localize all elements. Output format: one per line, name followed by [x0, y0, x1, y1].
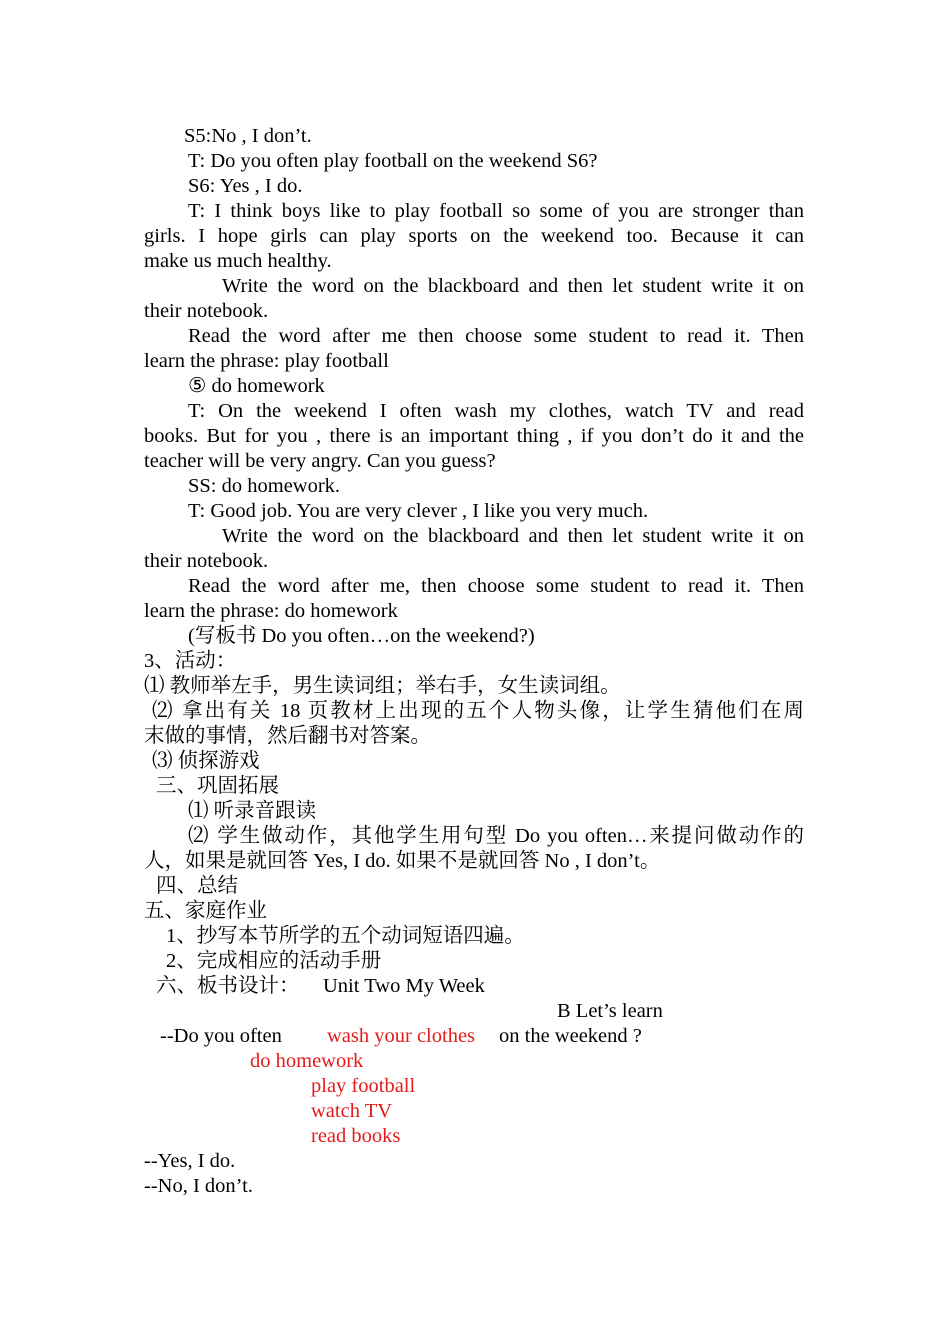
paragraph-line: Read the word after me, then choose some student to read it. Then [188, 575, 804, 597]
list-item: ⑶ 侦探游戏 [152, 750, 260, 772]
list-item: ⑵ 学生做动作，其他学生用句型 Do you often…来提问做动作的 [188, 825, 804, 847]
list-item: ⑵ 拿出有关 18 页教材上出现的五个人物头像，让学生猜他们在周 [152, 700, 804, 722]
board-phrase: watch TV [311, 1100, 393, 1122]
section-heading: 3、活动： [144, 650, 237, 672]
board-phrase: read books [311, 1125, 401, 1147]
board-subtitle: B Let’s learn [557, 1000, 663, 1022]
paragraph-line: teacher will be very angry. Can you guess? [144, 450, 496, 472]
board-answer: --Yes, I do. [144, 1150, 236, 1172]
paragraph-line: T: On the weekend I often wash my clothes, watch TV and read [188, 400, 804, 422]
board-question: --Do you often [160, 1025, 282, 1047]
dialogue-line: S6: Yes , I do. [188, 175, 303, 197]
board-phrase: wash your clothes [327, 1025, 476, 1047]
paragraph-line: Write the word on the blackboard and then let student write it on [222, 275, 804, 297]
paragraph-line: (写板书 Do you often…on the weekend?) [188, 625, 535, 647]
board-answer: --No, I don’t. [144, 1175, 253, 1197]
paragraph-line: make us much healthy. [144, 250, 332, 272]
list-item: 末做的事情，然后翻书对答案。 [144, 725, 431, 747]
section-heading: 四、总结 [156, 875, 238, 897]
dialogue-line: T: Do you often play football on the weekend S6? [188, 150, 598, 172]
dialogue-line: SS: do homework. [188, 475, 341, 497]
step-heading: ⑤ do homework [188, 375, 325, 397]
paragraph-line: their notebook. [144, 300, 269, 322]
board-phrase: play football [311, 1075, 416, 1097]
dialogue-line: T: Good job. You are very clever , I like you very much. [188, 500, 649, 522]
paragraph-line: learn the phrase: play football [144, 350, 389, 372]
paragraph-line: books. But for you , there is an important thing , if you don’t do it and the [144, 425, 804, 447]
list-item: ⑴ 听录音跟读 [188, 800, 317, 822]
section-heading: 六、板书设计： [156, 975, 300, 997]
paragraph-line: their notebook. [144, 550, 269, 572]
paragraph-line: girls. I hope girls can play sports on the weekend too. Because it can [144, 225, 804, 247]
paragraph-line: Read the word after me then choose some student to read it. Then [188, 325, 804, 347]
section-heading: 五、家庭作业 [144, 900, 267, 922]
list-item: ⑴ 教师举左手，男生读词组；举右手，女生读词组。 [144, 675, 621, 697]
section-heading: 三、巩固拓展 [156, 775, 279, 797]
dialogue-line: S5:No , I don’t. [184, 125, 312, 147]
board-question: on the weekend ? [499, 1025, 642, 1047]
paragraph-line: Write the word on the blackboard and then let student write it on [222, 525, 804, 547]
paragraph-line: learn the phrase: do homework [144, 600, 398, 622]
board-title: Unit Two My Week [323, 975, 485, 997]
board-phrase: do homework [250, 1050, 364, 1072]
list-item: 2、完成相应的活动手册 [166, 950, 382, 972]
list-item: 人，如果是就回答 Yes, I do. 如果不是就回答 No , I don’t。 [144, 850, 661, 872]
paragraph-line: T: I think boys like to play football so some of you are stronger than [188, 200, 804, 222]
list-item: 1、抄写本节所学的五个动词短语四遍。 [166, 925, 525, 947]
